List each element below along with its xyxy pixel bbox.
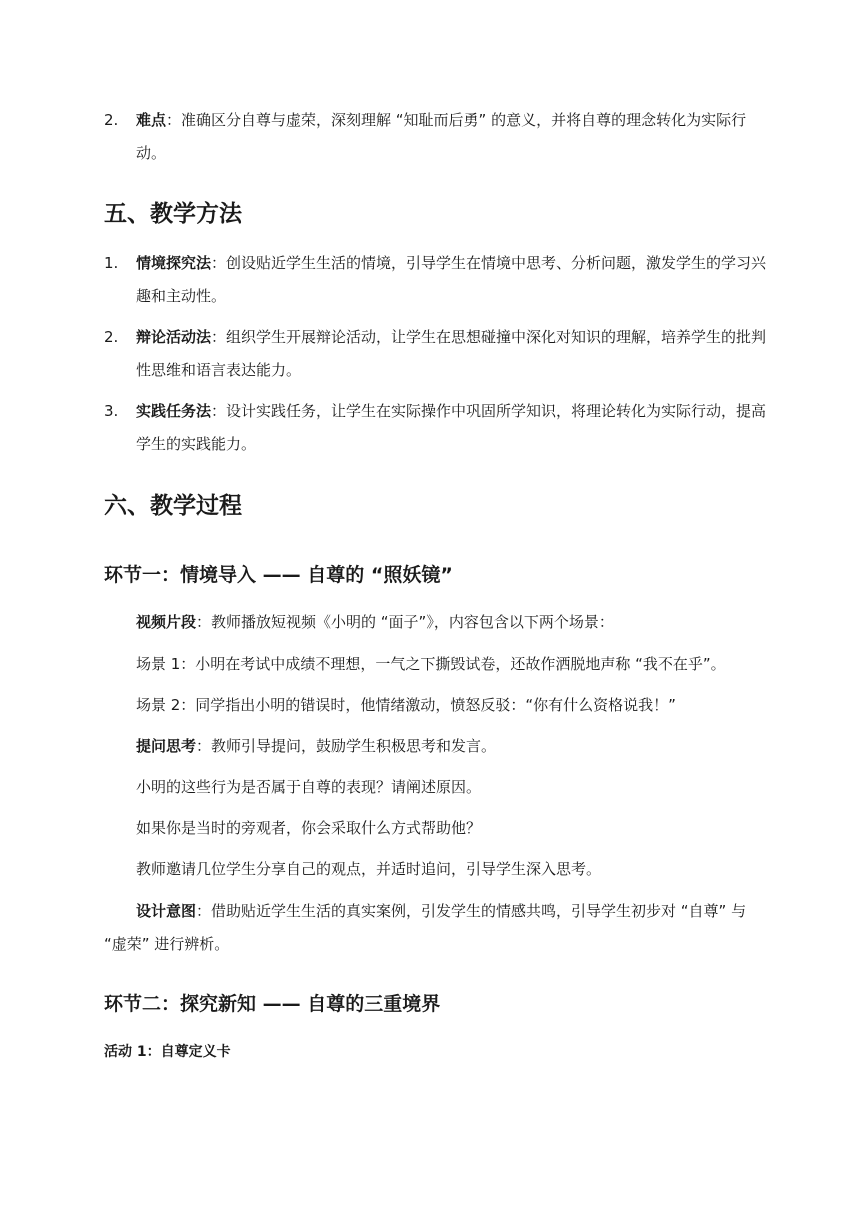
- section-heading-process: 六、教学过程: [104, 493, 242, 519]
- paragraph-label: 视频片段: [136, 613, 197, 631]
- activity-heading: 活动 1：自尊定义卡: [104, 1044, 231, 1060]
- list-item-text: ：组织学生开展辩论活动，让学生在思想碰撞中深化对知识的理解，培养学生的批判性思维和语言表达能力。: [136, 328, 767, 379]
- list-item-body: [136, 247, 774, 313]
- section-heading-methods: 五、教学方法: [104, 201, 242, 227]
- list-item-label: 情境探究法: [136, 254, 212, 272]
- list-item-body: [136, 104, 774, 170]
- list-item-label: 辩论活动法: [136, 328, 212, 346]
- stage-heading-explore: 环节二：探究新知 —— 自尊的三重境界: [104, 993, 441, 1015]
- list-item-body: [136, 321, 774, 387]
- paragraph-video: [104, 606, 769, 639]
- difficulty-list-item: [104, 104, 774, 170]
- list-number: 3.: [104, 402, 119, 420]
- paragraph-text: ：教师引导提问，鼓励学生积极思考和发言。: [196, 737, 497, 755]
- paragraph-label: 提问思考: [136, 737, 197, 755]
- paragraph-question-1: 小明的这些行为是否属于自尊的表现？请阐述原因。: [136, 778, 482, 796]
- method-list-item: [104, 395, 774, 461]
- list-number: 1.: [104, 254, 119, 272]
- list-item-text: ：创设贴近学生生活的情境，引导学生在情境中思考、分析问题，激发学生的学习兴趣和主动性。: [136, 254, 767, 305]
- list-number: 2.: [104, 111, 119, 129]
- method-list-item: [104, 247, 774, 313]
- paragraph-design-intent: [104, 895, 769, 961]
- list-item-body: [136, 395, 774, 461]
- method-list-item: [104, 321, 774, 387]
- paragraph-text: ：教师播放短视频《小明的 “面子”》，内容包含以下两个场景：: [196, 613, 614, 631]
- paragraph-question-3: 教师邀请几位学生分享自己的观点，并适时追问，引导学生深入思考。: [136, 860, 602, 878]
- list-item-text: ：准确区分自尊与虚荣，深刻理解 “知耻而后勇” 的意义，并将自尊的理念转化为实际行动。: [136, 111, 747, 162]
- list-number: 2.: [104, 328, 119, 346]
- paragraph-question: [104, 730, 769, 763]
- list-item-label: 难点: [136, 111, 167, 129]
- stage-heading-intro: 环节一：情境导入 —— 自尊的 “照妖镜”: [104, 564, 453, 586]
- paragraph-text: ：借助贴近学生生活的真实案例，引发学生的情感共鸣，引导学生初步对 “自尊” 与 “虚荣” 进行辨析。: [104, 902, 747, 953]
- paragraph-question-2: 如果你是当时的旁观者，你会采取什么方式帮助他？: [136, 819, 482, 837]
- paragraph-scene-1: 场景 1：小明在考试中成绩不理想，一气之下撕毁试卷，还故作洒脱地声称 “我不在乎”。: [136, 655, 726, 673]
- paragraph-scene-2: 场景 2：同学指出小明的错误时，他情绪激动，愤怒反驳：“你有什么资格说我！”: [136, 696, 676, 714]
- list-item-label: 实践任务法: [136, 402, 212, 420]
- paragraph-label: 设计意图: [136, 902, 197, 920]
- list-item-text: ：设计实践任务，让学生在实际操作中巩固所学知识，将理论转化为实际行动，提高学生的实践能力。: [136, 402, 767, 453]
